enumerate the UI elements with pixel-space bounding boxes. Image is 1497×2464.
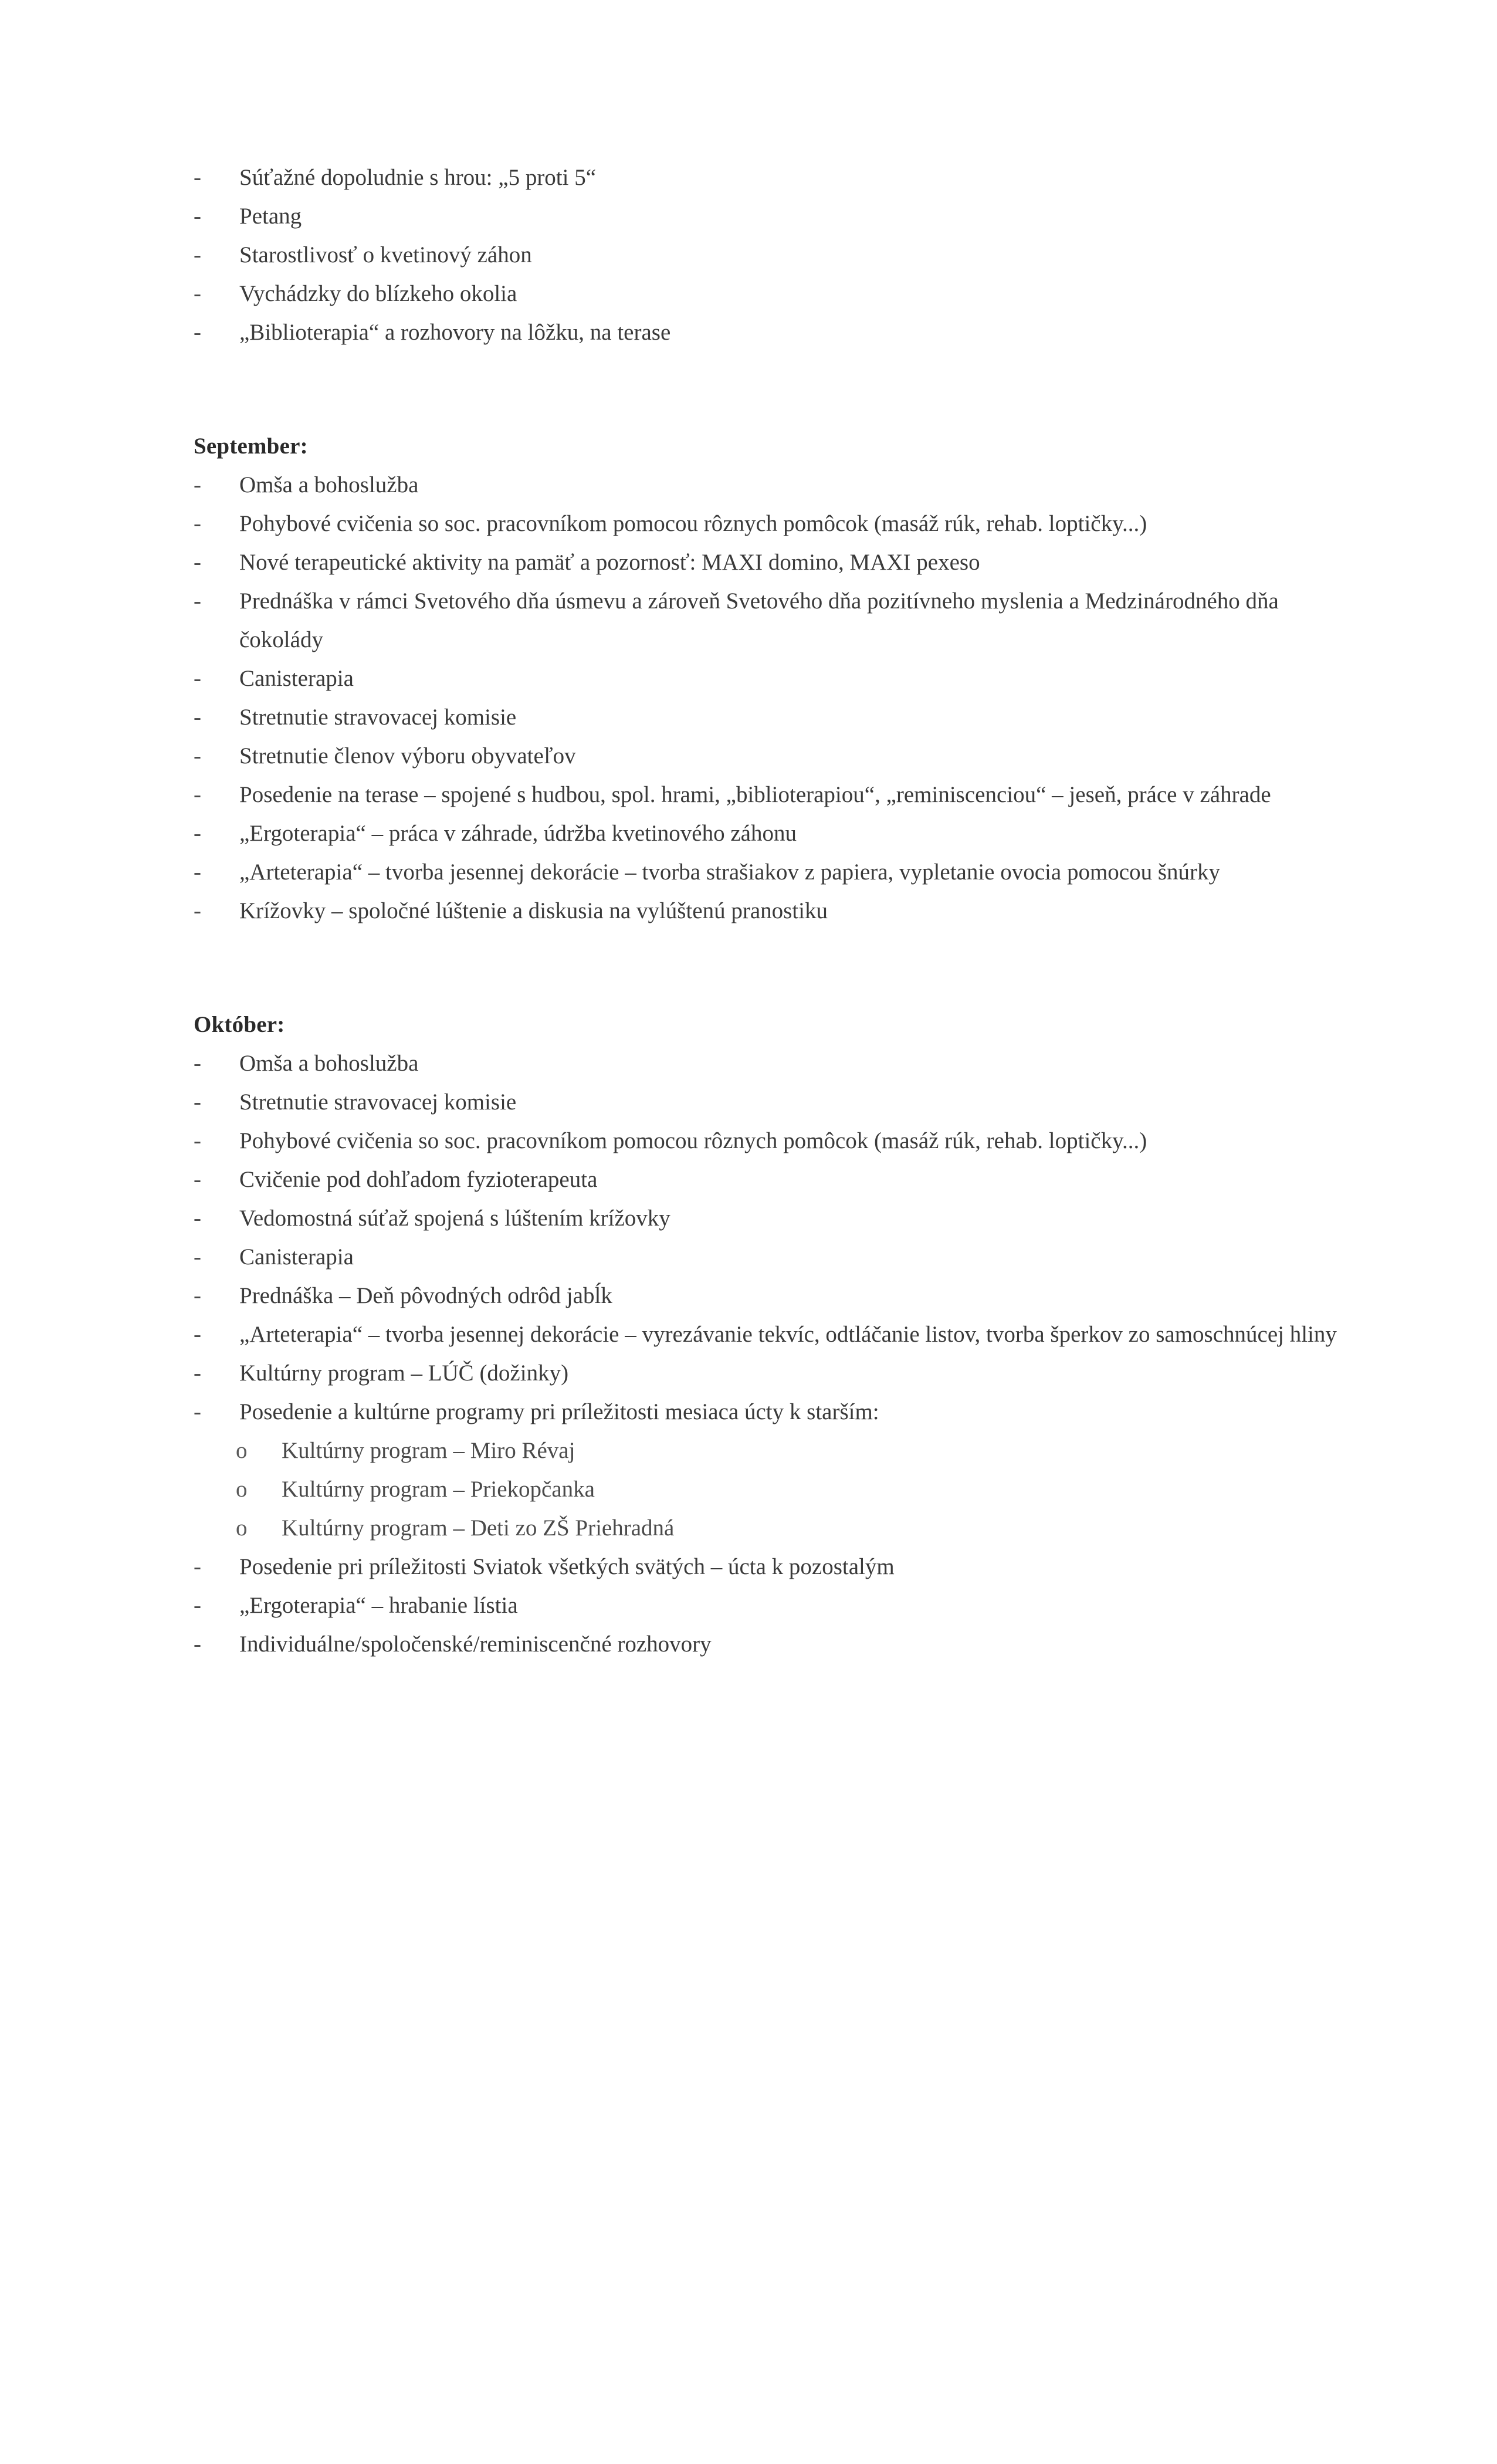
list-item (194, 776, 1337, 814)
dash-bullet-icon: - (194, 1399, 201, 1424)
list-item-text: Krížovky – spoločné lúštenie a diskusia na vylúštenú pranostiku (239, 898, 828, 923)
list-item-text: „Biblioterapia“ a rozhovory na lôžku, na terase (239, 320, 671, 345)
list-item-text: Stretnutie členov výboru obyvateľov (239, 743, 576, 769)
list-item (194, 814, 1337, 853)
dash-bullet-icon: - (194, 1593, 201, 1618)
section-heading: September: (194, 434, 308, 459)
list-item (194, 1354, 1337, 1393)
list-item (194, 1315, 1337, 1354)
dash-bullet-icon: - (194, 1554, 201, 1579)
dash-bullet-icon: - (194, 1206, 201, 1231)
list-item-text: Cvičenie pod dohľadom fyzioterapeuta (239, 1167, 598, 1192)
list-item (194, 582, 1337, 659)
spacer (194, 930, 1337, 1006)
list-item (194, 892, 1337, 930)
dash-bullet-icon: - (194, 705, 201, 730)
dash-bullet-icon: - (194, 1244, 201, 1270)
list-item-text: Kultúrny program – LÚČ (dožinky) (239, 1360, 569, 1386)
list-item (194, 158, 1337, 197)
sub-list-item (194, 1470, 1337, 1509)
list-item (194, 1160, 1337, 1199)
list-item-text: Stretnutie stravovacej komisie (239, 1089, 517, 1115)
list-item (194, 236, 1337, 275)
list-item-text: Petang (239, 204, 302, 229)
list-item-text: „Arteterapia“ – tvorba jesennej dekorácie – vyrezávanie tekvíc, odtláčanie listov, tvorba šperkov zo samoschnúcej hliny (239, 1322, 1337, 1347)
circle-bullet-icon: o (236, 1438, 248, 1463)
list-item-text: Prednáška – Deň pôvodných odrôd jabĺk (239, 1283, 612, 1308)
september-list (194, 466, 1337, 930)
list-item (194, 1122, 1337, 1160)
list-item (194, 1625, 1337, 1664)
list-item (194, 698, 1337, 737)
list-item (194, 1586, 1337, 1625)
dash-bullet-icon: - (194, 1167, 201, 1192)
section-oktober (194, 1006, 1337, 1664)
circle-bullet-icon: o (236, 1477, 248, 1502)
list-item-text: Individuálne/spoločenské/reminiscenčné rozhovory (239, 1632, 712, 1657)
oktober-list-continued (194, 1548, 1337, 1664)
list-item (194, 275, 1337, 313)
dash-bullet-icon: - (194, 320, 201, 345)
dash-bullet-icon: - (194, 1322, 201, 1347)
list-item-text: Prednáška v rámci Svetového dňa úsmevu a zároveň Svetového dňa pozitívneho myslenia a Medzinárodného dňa čokolády (239, 588, 1279, 652)
list-item-text: Omša a bohoslužba (239, 472, 419, 497)
list-item (194, 1277, 1337, 1315)
list-item (194, 853, 1337, 892)
list-item (194, 313, 1337, 352)
dash-bullet-icon: - (194, 165, 201, 190)
sub-list-item (194, 1431, 1337, 1470)
dash-bullet-icon: - (194, 1089, 201, 1115)
list-item-text: Posedenie na terase – spojené s hudbou, spol. hrami, „biblioterapiou“, „reminiscenciou“ – jeseň, práce v záhrade (239, 782, 1271, 807)
sub-list-item-text: Kultúrny program – Priekopčanka (282, 1477, 595, 1502)
dash-bullet-icon: - (194, 1051, 201, 1076)
dash-bullet-icon: - (194, 550, 201, 575)
dash-bullet-icon: - (194, 242, 201, 268)
list-item-text: Súťažné dopoludnie s hrou: „5 proti 5“ (239, 165, 597, 190)
dash-bullet-icon: - (194, 1283, 201, 1308)
list-item (194, 505, 1337, 543)
list-item (194, 659, 1337, 698)
dash-bullet-icon: - (194, 859, 201, 885)
list-item (194, 1044, 1337, 1083)
list-item-text: Omša a bohoslužba (239, 1051, 419, 1076)
list-item-text: „Ergoterapia“ – hrabanie lístia (239, 1593, 518, 1618)
spacer (194, 352, 1337, 427)
sub-list-item-text: Kultúrny program – Deti zo ZŠ Priehradná (282, 1515, 675, 1541)
oktober-sublist (194, 1431, 1337, 1548)
dash-bullet-icon: - (194, 898, 201, 923)
list-item (194, 1199, 1337, 1238)
dash-bullet-icon: - (194, 1128, 201, 1153)
dash-bullet-icon: - (194, 588, 201, 614)
dash-bullet-icon: - (194, 472, 201, 497)
list-item (194, 543, 1337, 582)
dash-bullet-icon: - (194, 821, 201, 846)
section-heading: Október: (194, 1012, 285, 1037)
list-item-text: Stretnutie stravovacej komisie (239, 705, 517, 730)
list-item-text: „Arteterapia“ – tvorba jesennej dekorácie – tvorba strašiakov z papiera, vypletanie ovocia pomocou šnúrky (239, 859, 1221, 885)
list-item (194, 1393, 1337, 1431)
dash-bullet-icon: - (194, 1632, 201, 1657)
list-item-text: Pohybové cvičenia so soc. pracovníkom pomocou rôznych pomôcok (masáž rúk, rehab. loptičky...) (239, 1128, 1147, 1153)
list-item-text: Nové terapeutické aktivity na pamäť a pozornosť: MAXI domino, MAXI pexeso (239, 550, 980, 575)
list-item (194, 197, 1337, 236)
list-item (194, 466, 1337, 505)
list-item (194, 1083, 1337, 1122)
dash-bullet-icon: - (194, 743, 201, 769)
sub-list-item (194, 1509, 1337, 1548)
list-item-text: Posedenie a kultúrne programy pri príležitosti mesiaca úcty k starším: (239, 1399, 879, 1424)
list-item (194, 1548, 1337, 1586)
intro-list (194, 158, 1337, 352)
list-item-text: Canisterapia (239, 1244, 354, 1270)
list-item-text: Pohybové cvičenia so soc. pracovníkom pomocou rôznych pomôcok (masáž rúk, rehab. loptičky...) (239, 511, 1147, 536)
section-september (194, 427, 1337, 930)
dash-bullet-icon: - (194, 281, 201, 306)
list-item-text: Starostlivosť o kvetinový záhon (239, 242, 532, 268)
list-item (194, 737, 1337, 776)
circle-bullet-icon: o (236, 1515, 248, 1541)
list-item-text: Canisterapia (239, 666, 354, 691)
list-item-text: Posedenie pri príležitosti Sviatok všetkých svätých – úcta k pozostalým (239, 1554, 895, 1579)
dash-bullet-icon: - (194, 782, 201, 807)
dash-bullet-icon: - (194, 511, 201, 536)
list-item (194, 1238, 1337, 1277)
dash-bullet-icon: - (194, 666, 201, 691)
document-body (194, 158, 1337, 1664)
dash-bullet-icon: - (194, 1360, 201, 1386)
list-item-text: Vedomostná súťaž spojená s lúštením krížovky (239, 1206, 670, 1231)
list-item-text: Vychádzky do blízkeho okolia (239, 281, 517, 306)
oktober-list (194, 1044, 1337, 1431)
list-item-text: „Ergoterapia“ – práca v záhrade, údržba kvetinového záhonu (239, 821, 797, 846)
sub-list-item-text: Kultúrny program – Miro Révaj (282, 1438, 575, 1463)
dash-bullet-icon: - (194, 204, 201, 229)
